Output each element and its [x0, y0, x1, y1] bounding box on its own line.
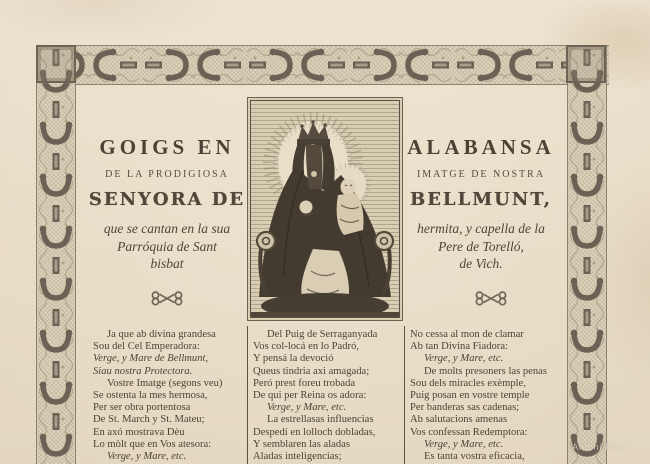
fleuron-left-icon — [150, 291, 184, 306]
column-divider-left — [247, 326, 248, 464]
verse-line: Sou dels miracles exèmple, — [410, 377, 526, 389]
caption-line-3-left: bisbat — [150, 256, 184, 271]
verse-line: Y pensá la devoció — [253, 353, 334, 365]
heading-left-block — [83, 132, 251, 273]
ornate-border-left — [36, 45, 76, 464]
verse-line: De St. March y St. Mateu; — [93, 414, 205, 426]
ornate-border-top — [37, 45, 609, 85]
caption-line-3-right: de Vich. — [459, 256, 503, 271]
verse-line: Lo mòlt que en Vos atesora: — [93, 438, 212, 450]
verse-line: Verge, y Mare, etc. — [424, 353, 504, 365]
verse-line: En axó mostrava Dèu — [93, 426, 185, 438]
verse-line: Peró prest foreu trobada — [253, 377, 356, 389]
verse-line: No cessa al mon de clamar — [410, 329, 524, 340]
verse-line: De molts presoners las penas — [424, 365, 547, 377]
verse-column-center — [253, 329, 402, 463]
verse-line: Aladas inteligencias; — [253, 450, 342, 462]
verse-column-left — [93, 329, 245, 463]
verse-line: Verge, y Mare, etc. — [424, 438, 504, 450]
display-bellmunt: BELLMUNT, — [409, 189, 552, 210]
title-alabansa: ALABANSA — [407, 135, 555, 159]
verse-line: Puig posan en vostre temple — [410, 389, 530, 401]
ornate-border-right — [567, 45, 607, 464]
verse-line: Per ser obra portentosa — [93, 402, 191, 414]
caption-line-2-right: Pere de Torelló, — [438, 238, 524, 254]
verse-line: Sou del Cel Emperadora: — [93, 341, 200, 353]
border-corner-top-right — [566, 45, 606, 83]
verse-line: Se ostenta la mes hermosa, — [93, 389, 208, 401]
display-senyora: SENYORA DE — [88, 189, 246, 210]
verse-line: De qui per Reina os adora: — [253, 389, 367, 401]
verse-line: Verge, y Mare de Bellmunt, — [93, 353, 209, 365]
verse-line: Queus tindria axi amagada; — [253, 365, 370, 377]
verse-line: Ja que ab divina grandesa — [107, 329, 216, 340]
verse-line: La estrellasas influencias — [267, 414, 374, 426]
verse-line: Verge, y Mare, etc. — [107, 450, 187, 462]
title-goigs: GOIGS EN — [99, 135, 235, 159]
verse-line: Y semblaren las aladas — [253, 438, 350, 450]
verse-line: Per banderas sas cadenas; — [410, 402, 520, 414]
heading-right-block — [396, 132, 566, 273]
caption-line-1-right: hermita, y capella de la — [417, 221, 545, 236]
verse-line: Ab salutacions amenas — [410, 414, 508, 426]
subtitle-imatge: IMATGE DE NOSTRA — [416, 169, 546, 180]
verse-line: Vos confessan Redemptora: — [410, 426, 528, 438]
verse-line: Despedí en lolloch dobladas, — [253, 426, 376, 438]
caption-line-2-left: Parróquia de Sant — [117, 238, 217, 254]
verse-line: Es tanta vostra eficacia, — [424, 450, 525, 462]
virgin-of-bellmunt-woodcut-image — [250, 100, 400, 318]
verse-line: Del Puig de Serraganyada — [267, 329, 378, 340]
border-corner-top-left — [36, 45, 76, 83]
verse-line: Vos col-locá en lo Padró, — [253, 341, 360, 353]
column-divider-right — [404, 326, 405, 464]
fleuron-right-icon — [474, 291, 508, 306]
photo-watermark: Antoni Prat — [572, 442, 625, 453]
verse-line: Vostre Imatge (segons veu) — [107, 377, 223, 389]
subtitle-prodigiosa: DE LA PRODIGIOSA — [105, 169, 229, 180]
caption-line-1-left: que se cantan en la sua — [103, 221, 231, 236]
verse-line: Ab tan Divina Fiadora: — [410, 341, 508, 353]
verse-column-right — [410, 329, 563, 463]
verse-line: Verge, y Mare, etc. — [267, 402, 347, 414]
verse-line: Siau nostra Protectora. — [93, 365, 193, 377]
